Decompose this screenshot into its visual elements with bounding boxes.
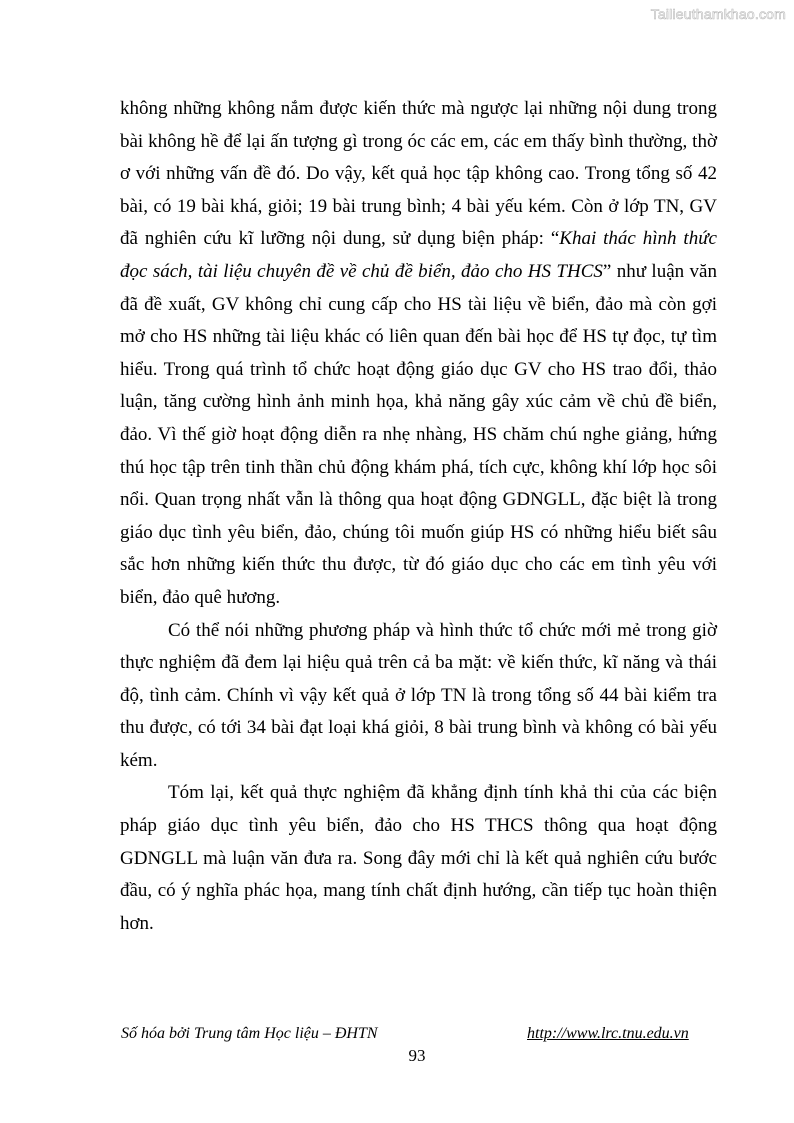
document-body xyxy=(120,93,717,940)
paragraph-1 xyxy=(120,93,717,615)
paragraph-1-text-start: không những không nắm được kiến thức mà ngược lại những nội dung trong bài không hề để lại ấn tượng gì trong óc các em, các em thấy bình thường, thờ ơ với những vấn đề đó. Do vậy, kết quả học tập không cao. Trong tổng số 42 bài, có 19 bài khá, giỏi; 19 bài trung bình; 4 bài yếu kém. Còn ở lớp TN, GV đã nghiên cứu kĩ lưỡng nội dung, sử dụng biện pháp: “ xyxy=(120,98,717,250)
paragraph-3: Tóm lại, kết quả thực nghiệm đã khẳng định tính khả thi của các biện pháp giáo dục tình yêu biển, đảo cho HS THCS thông qua hoạt động GDNGLL mà luận văn đưa ra. Song đây mới chỉ là kết quả nghiên cứu bước đầu, có ý nghĩa phác họa, mang tính chất định hướng, cần tiếp tục hoàn thiện hơn. xyxy=(120,782,717,934)
footer-digitized-by: Số hóa bởi Trung tâm Học liệu – ĐHTN xyxy=(121,1025,378,1042)
paragraph-1-italic-quote: Khai thác hình thức đọc sách, tài liệu chuyên đề về chủ đề biển, đảo cho HS THCS xyxy=(120,228,717,282)
page-number: 93 xyxy=(408,1046,426,1065)
watermark-text: Tailieuthamkhao.com xyxy=(650,6,786,22)
footer-url-link[interactable]: http://www.lrc.tnu.edu.vn xyxy=(527,1025,689,1042)
paragraph-1-text-end: ” như luận văn đã đề xuất, GV không chỉ cung cấp cho HS tài liệu về biển, đảo mà còn gợi mở cho HS những tài liệu khác có liên quan đến bài học để HS tự đọc, tự tìm hiểu. Trong quá trình tổ chức hoạt động giáo dục GV cho HS trao đổi, thảo luận, tăng cường hình ảnh minh họa, khả năng gây xúc cảm về chủ đề biển, đảo. Vì thế giờ hoạt động diễn ra nhẹ nhàng, HS chăm chú nghe giảng, hứng thú học tập trên tinh thần chủ động khám phá, tích cực, không khí lớp học sôi nổi. Quan trọng nhất vẫn là thông qua hoạt động GDNGLL, đặc biệt là trong giáo dục tình yêu biển, đảo, chúng tôi muốn giúp HS có những hiểu biết sâu sắc hơn những kiến thức thu được, từ đó giáo dục cho các em tình yêu với biển, đảo quê hương. xyxy=(120,260,717,608)
paragraph-2: Có thể nói những phương pháp và hình thức tổ chức mới mẻ trong giờ thực nghiệm đã đem lại hiệu quả trên cả ba mặt: về kiến thức, kĩ năng và thái độ, tình cảm. Chính vì vậy kết quả ở lớp TN là trong tổng số 44 bài kiểm tra thu được, có tới 34 bài đạt loại khá giỏi, 8 bài trung bình và không có bài yếu kém. xyxy=(120,619,717,771)
